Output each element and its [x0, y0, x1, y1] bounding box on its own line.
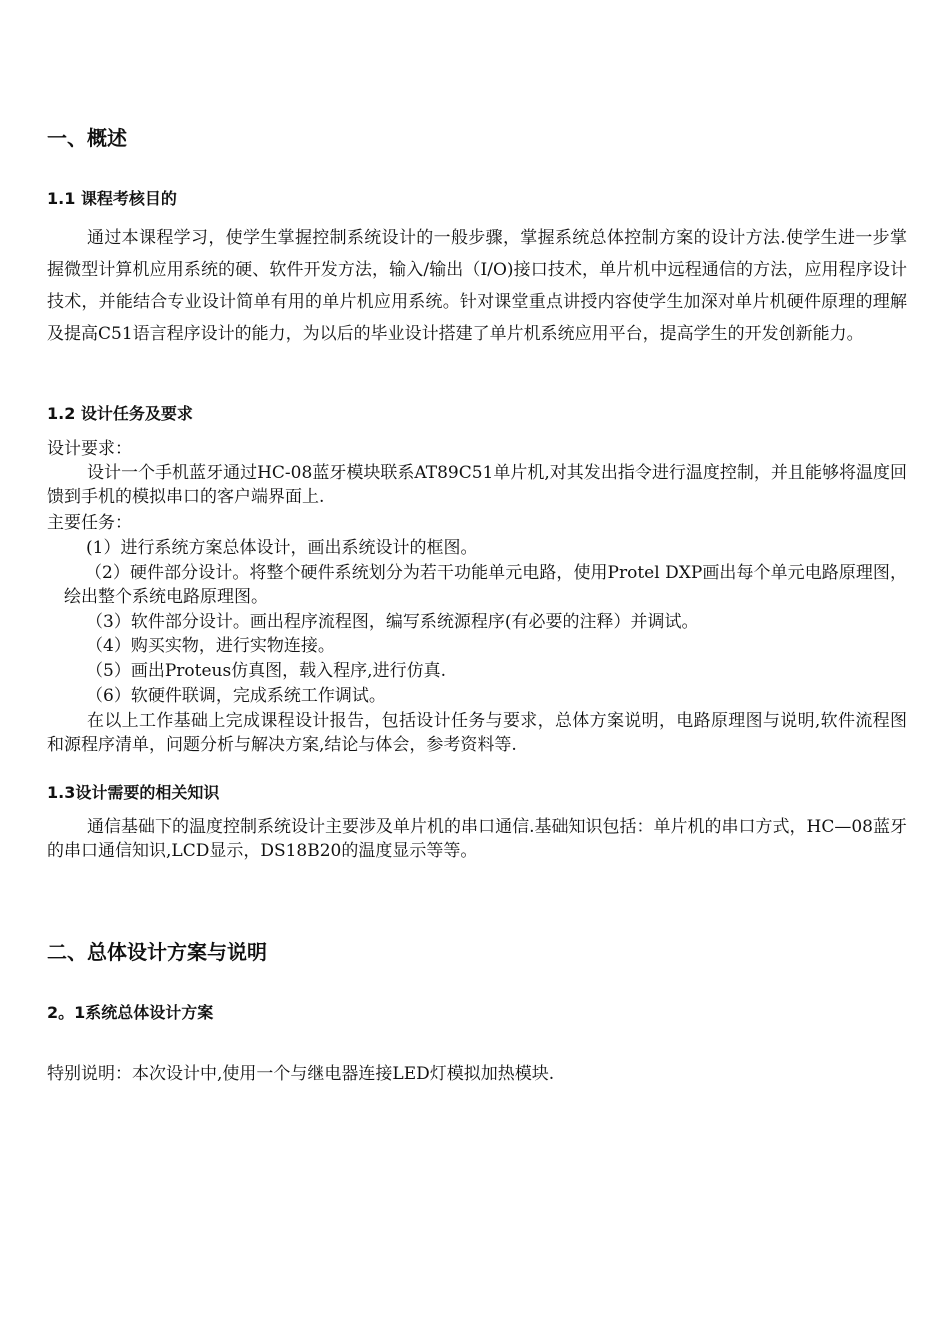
- task-item-1: (1）进行系统方案总体设计，画出系统设计的框图。: [86, 538, 478, 558]
- section-1-1-paragraph: 通过本课程学习，使学生掌握控制系统设计的一般步骤，掌握系统总体控制方案的设计方法.使学生进一步掌握微型计算机应用系统的硬、软件开发方法，输入/输出（I/O)接口技术，单片机中远程通信的方法，应用程序设计技术，并能结合专业设计简单有用的单片机应用系统。针对课堂重点讲授内容使学生加深对单片机硬件原理的理解及提高C51语言程序设计的能力，为以后的毕业设计搭建了单片机系统应用平台，提高学生的开发创新能力。: [47, 228, 907, 344]
- section-2-1-heading: 2。1系统总体设计方案: [47, 1003, 214, 1022]
- tasks-label: 主要任务：: [47, 513, 132, 533]
- requirements-label: 设计要求：: [47, 439, 132, 459]
- task-item-3: （3）软件部分设计。画出程序流程图，编写系统源程序(有必要的注释）并调试。: [86, 612, 699, 632]
- requirements-text: 设计一个手机蓝牙通过HC-08蓝牙模块联系AT89C51单片机,对其发出指令进行温度控制，并且能够将温度回馈到手机的模拟串口的客户端界面上.: [47, 463, 907, 507]
- task-item-2: （2）硬件部分设计。将整个硬件系统划分为若干功能单元电路，使用Protel DXP画出每个单元电路原理图，绘出整个系统电路原理图。: [64, 563, 907, 607]
- task-item-5: （5）画出Proteus仿真图，载入程序,进行仿真.: [86, 661, 446, 681]
- section-2-heading: 二、总体设计方案与说明: [47, 940, 267, 964]
- section-1-heading: 一、概述: [47, 126, 127, 150]
- section-1-3-paragraph: 通信基础下的温度控制系统设计主要涉及单片机的串口通信.基础知识包括：单片机的串口方式，HC—08蓝牙的串口通信知识,LCD显示，DS18B20的温度显示等等。: [47, 817, 907, 861]
- section-1-3-heading: 1.3设计需要的相关知识: [47, 783, 220, 802]
- special-note: 特别说明：本次设计中,使用一个与继电器连接LED灯模拟加热模块.: [47, 1064, 555, 1084]
- task-item-4: （4）购买实物，进行实物连接。: [86, 636, 335, 656]
- task-item-6: （6）软硬件联调，完成系统工作调试。: [86, 686, 386, 706]
- tasks-summary: 在以上工作基础上完成课程设计报告，包括设计任务与要求，总体方案说明，电路原理图与说明,软件流程图和源程序清单，问题分析与解决方案,结论与体会，参考资料等.: [47, 711, 907, 755]
- section-1-2-heading: 1.2 设计任务及要求: [47, 404, 193, 423]
- section-1-1-heading: 1.1 课程考核目的: [47, 189, 177, 208]
